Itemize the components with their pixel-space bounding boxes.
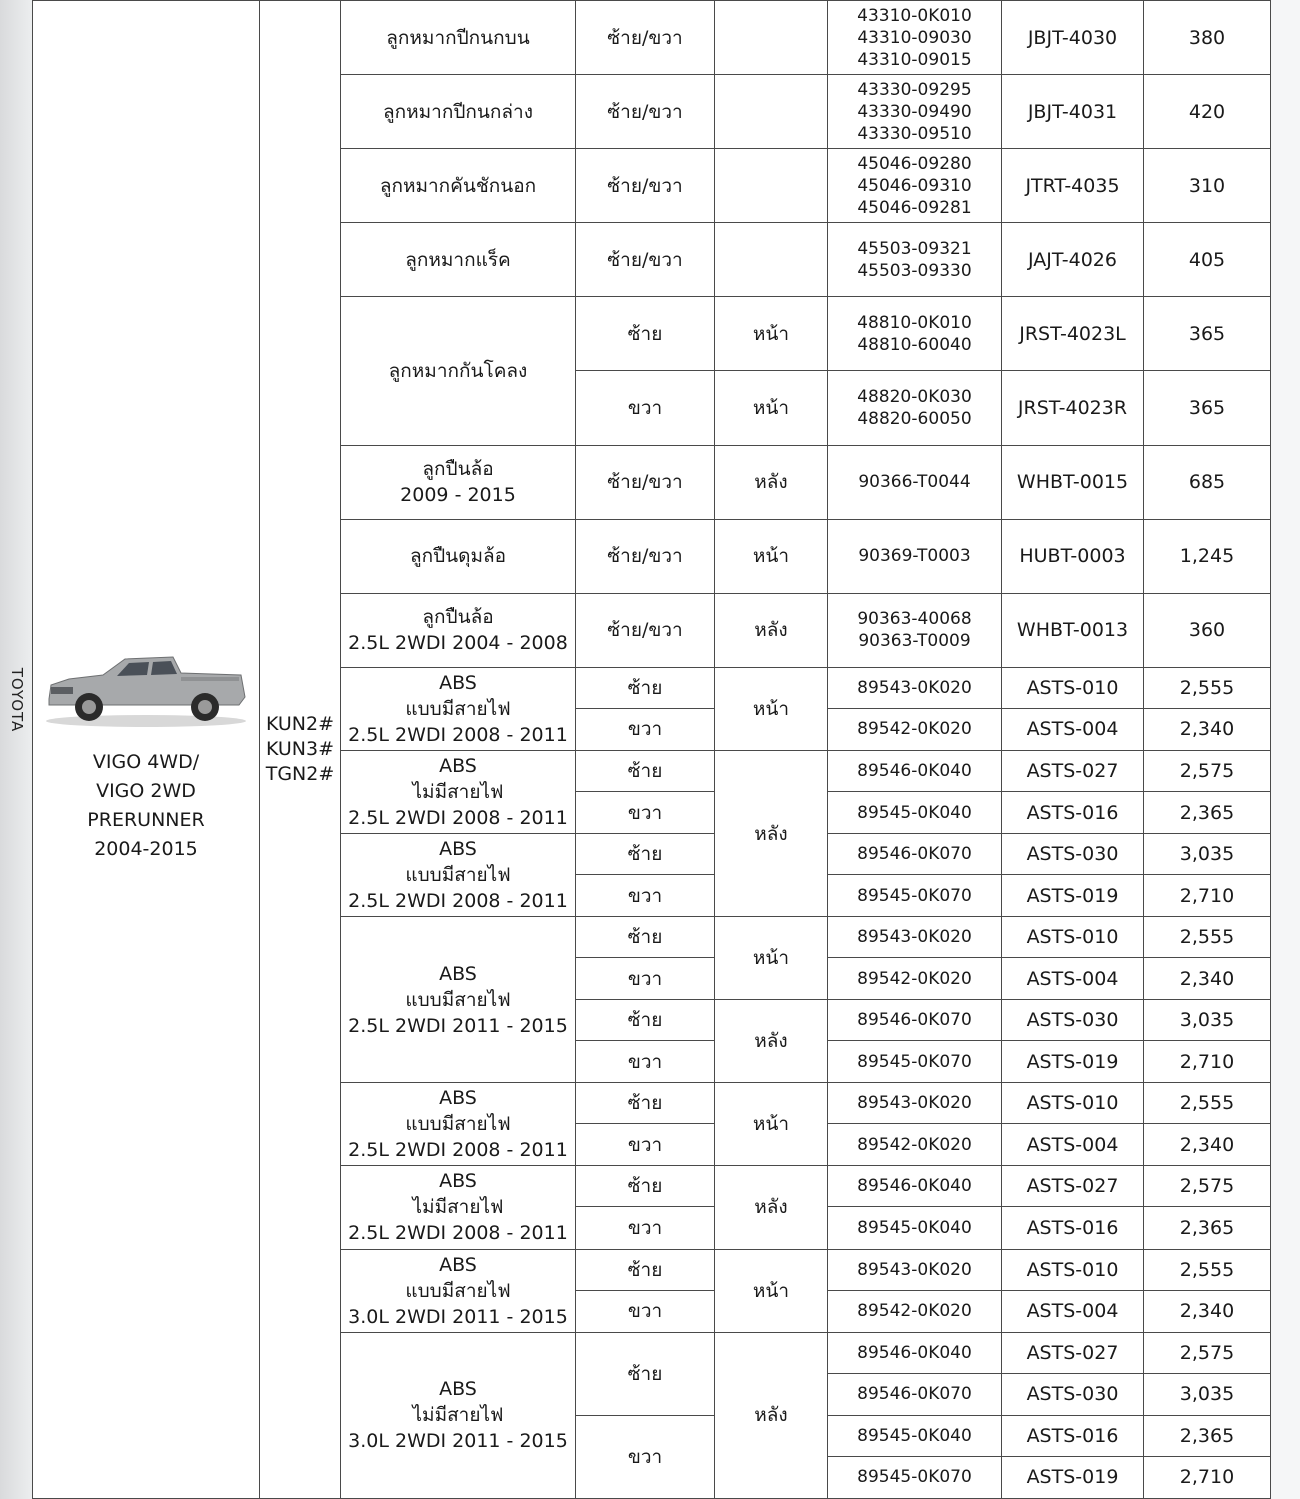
product-code: ASTS-010 (1002, 667, 1144, 708)
side: ขวา (576, 1290, 715, 1332)
product-code: JAJT-4026 (1002, 223, 1144, 297)
side: ซ้าย/ขวา (576, 149, 715, 223)
side: ขวา (576, 791, 715, 833)
oem-part-numbers: 89542-0K020 (828, 1124, 1002, 1166)
part-description: ลูกหมากแร็ค (341, 223, 576, 297)
position: หน้า (715, 297, 828, 371)
price: 2,365 (1144, 791, 1271, 833)
side: ขวา (576, 1415, 715, 1498)
position (715, 1, 828, 75)
product-code: ASTS-004 (1002, 708, 1144, 750)
engine-codes: KUN2# KUN3# TGN2# (260, 1, 341, 1499)
part-description: ABS แบบมีสายไฟ 3.0L 2WDI 2011 - 2015 (341, 1249, 576, 1332)
product-code: ASTS-027 (1002, 1332, 1144, 1373)
part-description: ABS ไม่มีสายไฟ 2.5L 2WDI 2008 - 2011 (341, 1166, 576, 1249)
position (715, 75, 828, 149)
side: ซ้าย (576, 1332, 715, 1415)
price: 2,710 (1144, 875, 1271, 917)
parts-table (32, 0, 1271, 1499)
product-code: ASTS-016 (1002, 791, 1144, 833)
model-cell (33, 1, 260, 1499)
oem-part-numbers: 43330-09295 43330-09490 43330-09510 (828, 75, 1002, 149)
model-name: VIGO 4WD/ VIGO 2WD PRERUNNER 2004-2015 (87, 751, 205, 860)
side: ซ้าย (576, 1083, 715, 1124)
price: 2,575 (1144, 1332, 1271, 1373)
price: 2,365 (1144, 1415, 1271, 1456)
price: 310 (1144, 149, 1271, 223)
product-code: ASTS-004 (1002, 1124, 1144, 1166)
oem-part-numbers: 89545-0K040 (828, 1207, 1002, 1249)
price: 2,340 (1144, 958, 1271, 1000)
part-description: ลูกหมากปีกนกบน (341, 1, 576, 75)
part-description: ลูกหมากกันโคลง (341, 297, 576, 445)
part-description: ลูกปืนดุมล้อ (341, 519, 576, 593)
oem-part-numbers: 90369-T0003 (828, 519, 1002, 593)
oem-part-numbers: 45046-09280 45046-09310 45046-09281 (828, 149, 1002, 223)
product-code: ASTS-019 (1002, 875, 1144, 917)
price: 380 (1144, 1, 1271, 75)
part-description: ABS ไม่มีสายไฟ 3.0L 2WDI 2011 - 2015 (341, 1332, 576, 1498)
position: หลัง (715, 1166, 828, 1249)
brand-label: TOYOTA (8, 667, 26, 733)
part-description: ลูกหมากปีกนกล่าง (341, 75, 576, 149)
oem-part-numbers: 89543-0K020 (828, 917, 1002, 958)
side: ขวา (576, 371, 715, 445)
brand-sidebar (0, 0, 33, 1499)
side: ซ้าย (576, 297, 715, 371)
position: หลัง (715, 1332, 828, 1498)
price: 360 (1144, 593, 1271, 667)
price: 2,365 (1144, 1207, 1271, 1249)
part-description: ABS แบบมีสายไฟ 2.5L 2WDI 2008 - 2011 (341, 667, 576, 750)
product-code: ASTS-010 (1002, 1249, 1144, 1290)
oem-part-numbers: 89545-0K070 (828, 875, 1002, 917)
part-description: ลูกปืนล้อ 2009 - 2015 (341, 445, 576, 519)
price: 2,340 (1144, 1290, 1271, 1332)
part-description: ลูกปืนล้อ 2.5L 2WDI 2004 - 2008 (341, 593, 576, 667)
position: หลัง (715, 750, 828, 916)
price: 420 (1144, 75, 1271, 149)
position: หน้า (715, 1083, 828, 1166)
product-code: JBJT-4031 (1002, 75, 1144, 149)
side: ซ้าย (576, 834, 715, 875)
oem-part-numbers: 48820-0K030 48820-60050 (828, 371, 1002, 445)
product-code: ASTS-004 (1002, 1290, 1144, 1332)
product-code: ASTS-027 (1002, 750, 1144, 791)
oem-part-numbers: 89546-0K070 (828, 1000, 1002, 1041)
price: 2,575 (1144, 1166, 1271, 1207)
price: 2,555 (1144, 1249, 1271, 1290)
oem-part-numbers: 89542-0K020 (828, 1290, 1002, 1332)
price: 2,555 (1144, 667, 1271, 708)
side: ซ้าย (576, 917, 715, 958)
position: หลัง (715, 445, 828, 519)
price: 2,575 (1144, 750, 1271, 791)
part-description: ลูกหมากคันชักนอก (341, 149, 576, 223)
product-code: ASTS-027 (1002, 1166, 1144, 1207)
product-code: ASTS-010 (1002, 917, 1144, 958)
pickup-truck-image (41, 635, 251, 730)
oem-part-numbers: 45503-09321 45503-09330 (828, 223, 1002, 297)
price: 1,245 (1144, 519, 1271, 593)
product-code: ASTS-019 (1002, 1041, 1144, 1083)
price: 3,035 (1144, 1373, 1271, 1415)
product-code: JBJT-4030 (1002, 1, 1144, 75)
side: ซ้าย/ขวา (576, 445, 715, 519)
product-code: ASTS-019 (1002, 1456, 1144, 1498)
product-code: ASTS-004 (1002, 958, 1144, 1000)
position: หน้า (715, 1249, 828, 1332)
price: 2,710 (1144, 1456, 1271, 1498)
part-description: ABS ไม่มีสายไฟ 2.5L 2WDI 2008 - 2011 (341, 750, 576, 833)
position (715, 149, 828, 223)
price: 685 (1144, 445, 1271, 519)
oem-part-numbers: 89546-0K040 (828, 750, 1002, 791)
price: 2,340 (1144, 1124, 1271, 1166)
oem-part-numbers: 48810-0K010 48810-60040 (828, 297, 1002, 371)
oem-part-numbers: 89542-0K020 (828, 708, 1002, 750)
side: ขวา (576, 1124, 715, 1166)
position: หน้า (715, 917, 828, 1000)
price: 2,555 (1144, 1083, 1271, 1124)
side: ซ้าย (576, 667, 715, 708)
product-code: ASTS-010 (1002, 1083, 1144, 1124)
side: ขวา (576, 708, 715, 750)
product-code: JRST-4023R (1002, 371, 1144, 445)
oem-part-numbers: 89543-0K020 (828, 667, 1002, 708)
product-code: HUBT-0003 (1002, 519, 1144, 593)
product-code: ASTS-030 (1002, 1000, 1144, 1041)
part-description: ABS แบบมีสายไฟ 2.5L 2WDI 2011 - 2015 (341, 917, 576, 1083)
side: ซ้าย (576, 1249, 715, 1290)
price: 365 (1144, 297, 1271, 371)
price: 3,035 (1144, 1000, 1271, 1041)
price: 2,340 (1144, 708, 1271, 750)
side: ขวา (576, 958, 715, 1000)
product-code: ASTS-016 (1002, 1207, 1144, 1249)
product-code: JTRT-4035 (1002, 149, 1144, 223)
oem-part-numbers: 89546-0K040 (828, 1332, 1002, 1373)
side: ซ้าย/ขวา (576, 223, 715, 297)
side: ขวา (576, 1207, 715, 1249)
price: 3,035 (1144, 834, 1271, 875)
oem-part-numbers: 89545-0K070 (828, 1456, 1002, 1498)
position (715, 223, 828, 297)
position: หลัง (715, 593, 828, 667)
product-code: ASTS-030 (1002, 834, 1144, 875)
oem-part-numbers: 89545-0K040 (828, 1415, 1002, 1456)
oem-part-numbers: 89546-0K070 (828, 1373, 1002, 1415)
side: ขวา (576, 1041, 715, 1083)
oem-part-numbers: 90363-40068 90363-T0009 (828, 593, 1002, 667)
side: ซ้าย/ขวา (576, 75, 715, 149)
side: ซ้าย/ขวา (576, 519, 715, 593)
oem-part-numbers: 89542-0K020 (828, 958, 1002, 1000)
oem-part-numbers: 89546-0K070 (828, 834, 1002, 875)
side: ซ้าย (576, 1166, 715, 1207)
position: หลัง (715, 1000, 828, 1083)
oem-part-numbers: 89543-0K020 (828, 1083, 1002, 1124)
position: หน้า (715, 371, 828, 445)
oem-part-numbers: 43310-0K010 43310-09030 43310-09015 (828, 1, 1002, 75)
part-description: ABS แบบมีสายไฟ 2.5L 2WDI 2008 - 2011 (341, 834, 576, 917)
oem-part-numbers: 89545-0K070 (828, 1041, 1002, 1083)
product-code: ASTS-016 (1002, 1415, 1144, 1456)
position: หน้า (715, 519, 828, 593)
product-code: ASTS-030 (1002, 1373, 1144, 1415)
side: ซ้าย (576, 750, 715, 791)
position: หน้า (715, 667, 828, 750)
oem-part-numbers: 89546-0K040 (828, 1166, 1002, 1207)
table-row (33, 1, 1271, 75)
oem-part-numbers: 90366-T0044 (828, 445, 1002, 519)
oem-part-numbers: 89545-0K040 (828, 791, 1002, 833)
price: 365 (1144, 371, 1271, 445)
price: 2,555 (1144, 917, 1271, 958)
product-code: WHBT-0015 (1002, 445, 1144, 519)
oem-part-numbers: 89543-0K020 (828, 1249, 1002, 1290)
product-code: WHBT-0013 (1002, 593, 1144, 667)
side: ขวา (576, 875, 715, 917)
price: 405 (1144, 223, 1271, 297)
part-description: ABS แบบมีสายไฟ 2.5L 2WDI 2008 - 2011 (341, 1083, 576, 1166)
side: ซ้าย/ขวา (576, 593, 715, 667)
side: ซ้าย/ขวา (576, 1, 715, 75)
product-code: JRST-4023L (1002, 297, 1144, 371)
side: ซ้าย (576, 1000, 715, 1041)
price: 2,710 (1144, 1041, 1271, 1083)
